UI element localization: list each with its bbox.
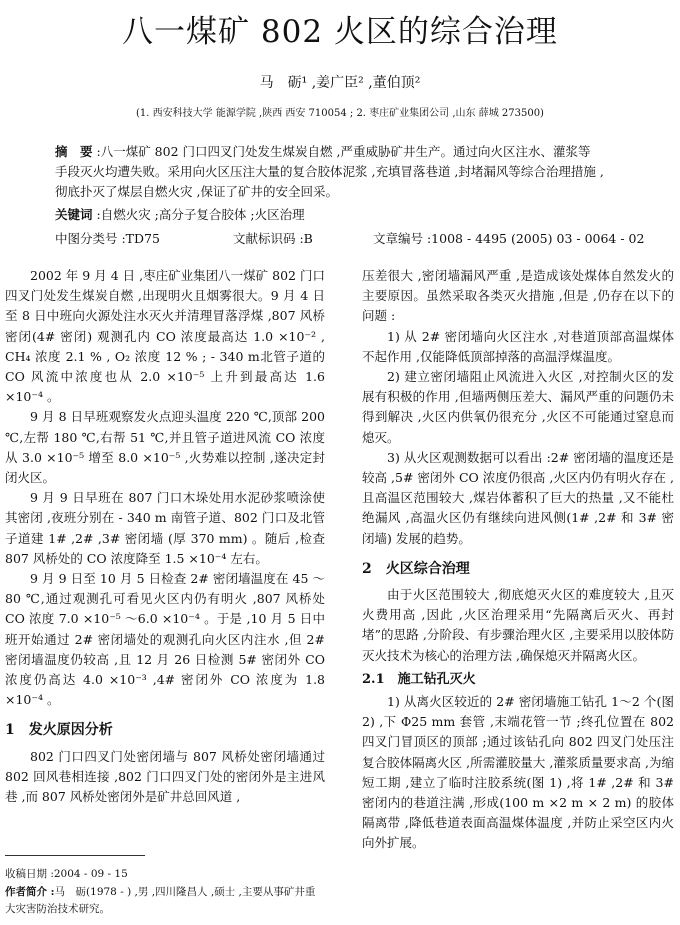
abstract-label: 摘 要	[55, 144, 93, 159]
received-date: 收稿日期 :2004 - 09 - 15	[5, 868, 128, 880]
abstract-line-2: 手段灭火均遭失败。采用向火区压注大量的复合胶体泥浆 ,充填冒落巷道 ,封堵漏风等综合治理措施 ,	[55, 164, 604, 179]
paragraph: 9 月 9 日至 10 月 5 日检查 2# 密闭墙温度在 45 ～80 ℃,通过观测孔可看见火区内仍有明火 ,807 风桥处 CO 浓度 7.0 ×10⁻⁵ ～6.0 ×10⁻⁴ 。于是 ,10 月 5 日中班开始通过 2# 密闭墙处的观测孔向火区内注水 ,但 2# 密闭墙温度仍较高 ,且 12 月 26 日检测 5# 密闭外 CO 浓度仍高达 4.0 ×10⁻³ ,4# 密闭外 CO 浓度为 1.8 ×10⁻⁴ 。	[5, 571, 325, 708]
paragraph: 3) 从火区观测数据可以看出 :2# 密闭墙的温度还是较高 ,5# 密闭外 CO 浓度仍很高 ,火区内仍有明火存在 ,且高温区范围较大 ,煤岩体蓄积了巨大的热量 ,又不能杜绝漏风 ,高温火区仍有继续向进风侧(1# ,2# 和 3# 密闭墙) 发展的趋势。	[362, 449, 674, 546]
author-list: 马 砺¹ ,姜广臣² ,董伯顶²	[259, 75, 421, 91]
paper-title: 八一煤矿 802 火区的综合治理	[122, 14, 558, 50]
paragraph: 2002 年 9 月 4 日 ,枣庄矿业集团八一煤矿 802 门口四叉门处发生煤炭自燃 ,出现明火且烟雾很大。9 月 4 日至 8 日中班向火源处注水灭火并清理冒落浮煤 ,807 风桥密闭(4# 密闭) 观测孔内 CO 浓度最高达 1.0 ×10⁻² , CH₄ 浓度 2.1 % , O₂ 浓度 12 % ; - 340 m北管子道的 CO 风流中浓度也从 2.0 ×10⁻⁵ 上升到最高达 1.6 ×10⁻⁴ 。	[5, 268, 325, 405]
right-column	[362, 266, 674, 854]
paragraph: 压差很大 ,密闭墙漏风严重 ,是造成该处煤体自然发火的主要原因。虽然采取各类灭火措施 ,但是 ,仍存在以下的问题 :	[362, 268, 674, 324]
author-bio	[5, 884, 325, 918]
abstract-text-1: :八一煤矿 802 门口四叉门处发生煤炭自燃 ,严重威胁矿井生产。通过向火区注水、灌浆等	[92, 144, 591, 159]
section-heading-2: 2 火区综合治理	[362, 560, 470, 577]
article-number: 文章编号 :1008 - 4495 (2005) 03 - 0064 - 02	[373, 231, 645, 246]
paragraph: 802 门口四叉门处密闭墙与 807 风桥处密闭墙通过 802 回风巷相连接 ,802 门口四叉门处的密闭外是主进风巷 ,而 807 风桥处密闭外是矿井总回风道 ,	[5, 748, 325, 805]
footnote-divider	[5, 855, 145, 856]
affiliation: (1. 西安科技大学 能源学院 ,陕西 西安 710054 ; 2. 枣庄矿业集团公司 ,山东 薛城 273500)	[136, 108, 544, 119]
abstract-line-3: 彻底扑灭了煤层自燃火灾 ,保证了矿井的安全回采。	[55, 184, 338, 199]
keywords-label: 关键词	[55, 207, 93, 222]
document-code: 文献标识码 :B	[233, 231, 313, 246]
bio-text: 马 砺(1978 - ) ,男 ,四川隆昌人 ,硕士 ,主要从事矿井重大灾害防治技术研究。	[5, 886, 316, 915]
clc-code: 中图分类号 :TD75	[55, 231, 160, 246]
paragraph: 由于火区范围较大 ,彻底熄灭火区的难度较大 ,且灭火费用高 ,因此 ,火区治理采用“先隔离后灭火、再封堵”的思路 ,分阶段、有步骤治理火区 ,主要采用以胶体防灭火技术为核心的治理方法 ,确保熄灭并隔离火区。	[362, 587, 674, 663]
paragraph: 9 月 9 日早班在 807 门口木垛处用水泥砂浆喷涂使其密闭 ,夜班分别在 - 340 m 南管子道、802 门口及北管子道建 1# ,2# ,3# 密闭墙 (厚 370 mm) 。随后 ,检查 807 风桥处的 CO 浓度降至 1.5 ×10⁻⁴ 左右。	[5, 490, 325, 566]
bio-label: 作者简介 :	[5, 886, 55, 898]
left-column	[5, 266, 325, 807]
paragraph: 1) 从 2# 密闭墙向火区注水 ,对巷道顶部高温煤体不起作用 ,仅能降低顶部掉落的高温浮煤温度。	[362, 328, 674, 364]
keywords-text: :自燃火灾 ;高分子复合胶体 ;火区治理	[92, 207, 305, 222]
abstract-line-1	[55, 142, 645, 162]
section-heading-1: 1 发火原因分析	[5, 722, 113, 739]
subsection-heading-2-1: 2.1 施工钻孔灭火	[362, 671, 476, 687]
paragraph: 9 月 8 日早班观察发火点迎头温度 220 ℃,顶部 200 ℃,左帮 180 ℃,右帮 51 ℃,并且管子道进风流 CO 浓度从 3.0 ×10⁻⁵ 增至 8.0 ×10⁻⁵ ,火势难以控制 ,遂决定封闭火区。	[5, 409, 325, 486]
paragraph: 1) 从离火区较近的 2# 密闭墙施工钻孔 1～2 个(图 2) ,下 Φ25 mm 套管 ,末端花管一节 ;终孔位置在 802 四叉门冒顶区的顶部 ;通过该钻孔向 802 四叉门处压注复合胶体隔离火区 ,所需灌胶量大 ,灌浆质量要求高 ,为缩短工期 ,建立了临时注胶系统(图 1) ,将 1# ,2# 和 3# 密闭内的巷道注满 ,形成(100 m ×2 m × 2 m) 的胶体隔离带 ,降低巷道表面高温煤体温度 ,并防止采空区内火向外扩展。	[362, 694, 674, 851]
keywords-line	[55, 205, 645, 225]
paragraph: 2) 建立密闭墙阻止风流进入火区 ,对控制火区的发展有积极的作用 ,但墙两侧压差大、漏风严重的问题仍未得到解决 ,火区内供氧仍很充分 ,火区不可能通过窒息而熄灭。	[362, 369, 674, 445]
